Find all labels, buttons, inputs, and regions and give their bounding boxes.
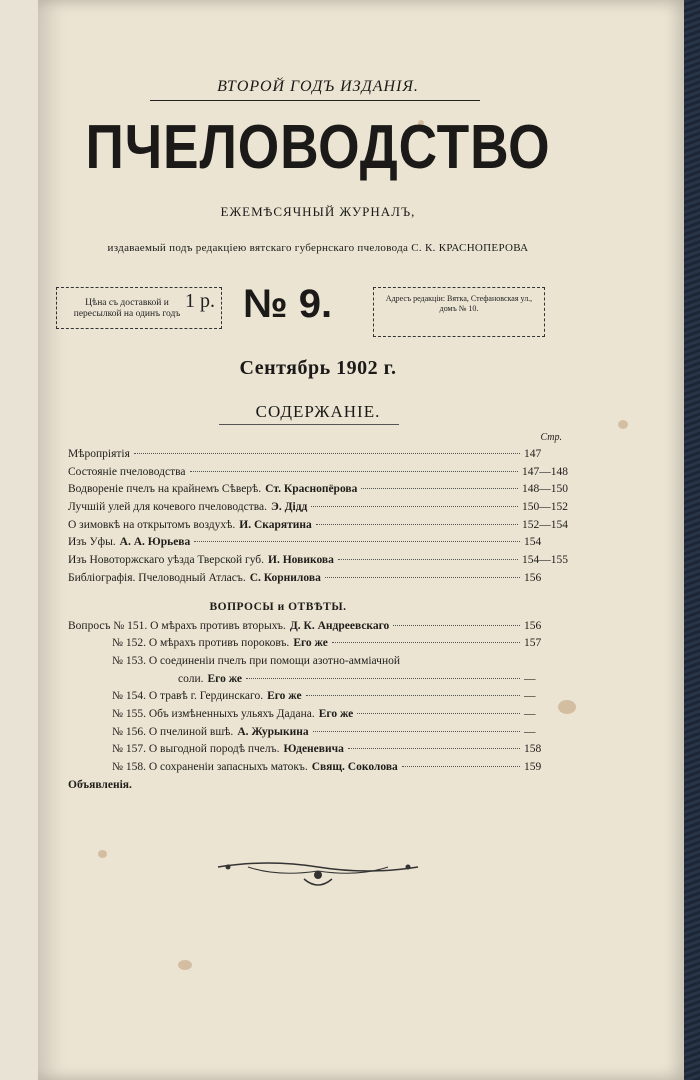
journal-page — [38, 0, 684, 1080]
adjacent-page-edge — [0, 0, 40, 1080]
price-value: 1 р. — [185, 290, 215, 312]
toc-entry: Библіографія. Пчеловодный Атласъ. С. Корнилова 156 — [68, 571, 542, 584]
ornament-flourish-icon — [208, 855, 428, 895]
address-text: Адресъ редакціи: Вятка, Стефановская ул., домъ № 10. — [385, 294, 533, 313]
foxing-stain — [98, 850, 107, 858]
price-box — [56, 287, 222, 329]
toc-entry: Водвореніе пчелъ на крайнемъ Сѣверѣ. Ст. Краснопёрова 148—150 — [68, 483, 568, 496]
question-entry: № 152. О мѣрахъ противъ пороковъ. Его же 157 — [112, 637, 542, 650]
editor-line: издаваемый подъ редакціею вятскаго губернскаго пчеловода С. К. КРАСНОПЕРОВА — [107, 242, 529, 254]
foxing-stain — [178, 960, 192, 970]
edition-line: ВТОРОЙ ГОДЪ ИЗДАНІЯ. — [217, 78, 419, 95]
contents-heading: СОДЕРЖАНІЕ. — [255, 402, 381, 421]
toc-entry: Изъ Новоторжскаго уѣзда Тверской губ. И. Новикова 154—155 — [68, 554, 568, 567]
adjacent-page-text-fragment — [0, 120, 38, 210]
toc-entry: Лучшій улей для кочевого пчеловодства. Э. Дідд 150—152 — [68, 501, 568, 514]
question-entry: № 155. Объ измѣненныхъ ульяхъ Дадана. Его же — — [112, 707, 536, 720]
question-entry: № 158. О сохраненіи запасныхъ матокъ. Свящ. Соколова 159 — [112, 761, 542, 773]
foxing-stain — [618, 420, 628, 429]
issue-number: № 9. — [243, 282, 333, 326]
journal-subtitle: ЕЖЕМѢСЯЧНЫЙ ЖУРНАЛЪ, — [220, 204, 416, 219]
question-entry: № 157. О выгодной породѣ пчелъ. Юденевича 158 — [112, 743, 542, 756]
address-box — [373, 287, 545, 337]
question-entry: № 153. О соединеніи пчелъ при помощи азотно-амміачной — [112, 654, 401, 667]
page-column-label: Стр. — [540, 432, 562, 443]
table-of-contents — [68, 432, 568, 796]
journal-title: ПЧЕЛОВОДСТВО — [85, 113, 551, 182]
contents-underline — [219, 424, 399, 425]
question-entry: № 156. О пчелиной вшѣ. А. Журыкина — — [112, 725, 536, 738]
toc-entry: Состояніе пчеловодства 147—148 — [68, 465, 568, 478]
toc-entry: Мѣропріятія 147 — [68, 448, 542, 460]
announcements-entry: Объявленія. — [68, 778, 132, 791]
question-entry-continued: соли. Его же — — [178, 672, 536, 685]
edition-underline — [150, 100, 480, 101]
question-entry: № 154. О травѣ г. Гердинскаго. Его же — — [112, 690, 536, 703]
issue-month: Сентябрь 1902 г. — [239, 357, 397, 379]
question-entry: Вопросъ № 151. О мѣрахъ противъ вторыхъ. Д. К. Андреевскаго 156 — [68, 619, 542, 632]
book-binding — [684, 0, 700, 1080]
toc-entry: О зимовкѣ на открытомъ воздухѣ. И. Скарятина 152—154 — [68, 518, 568, 531]
price-text: Цѣна съ доставкой и пересылкой на одинъ годъ — [73, 298, 181, 319]
toc-entry: Изъ Уфы. А. А. Юрьева 154 — [68, 536, 542, 549]
qa-heading: ВОПРОСЫ и ОТВѢТЫ. — [209, 600, 347, 613]
